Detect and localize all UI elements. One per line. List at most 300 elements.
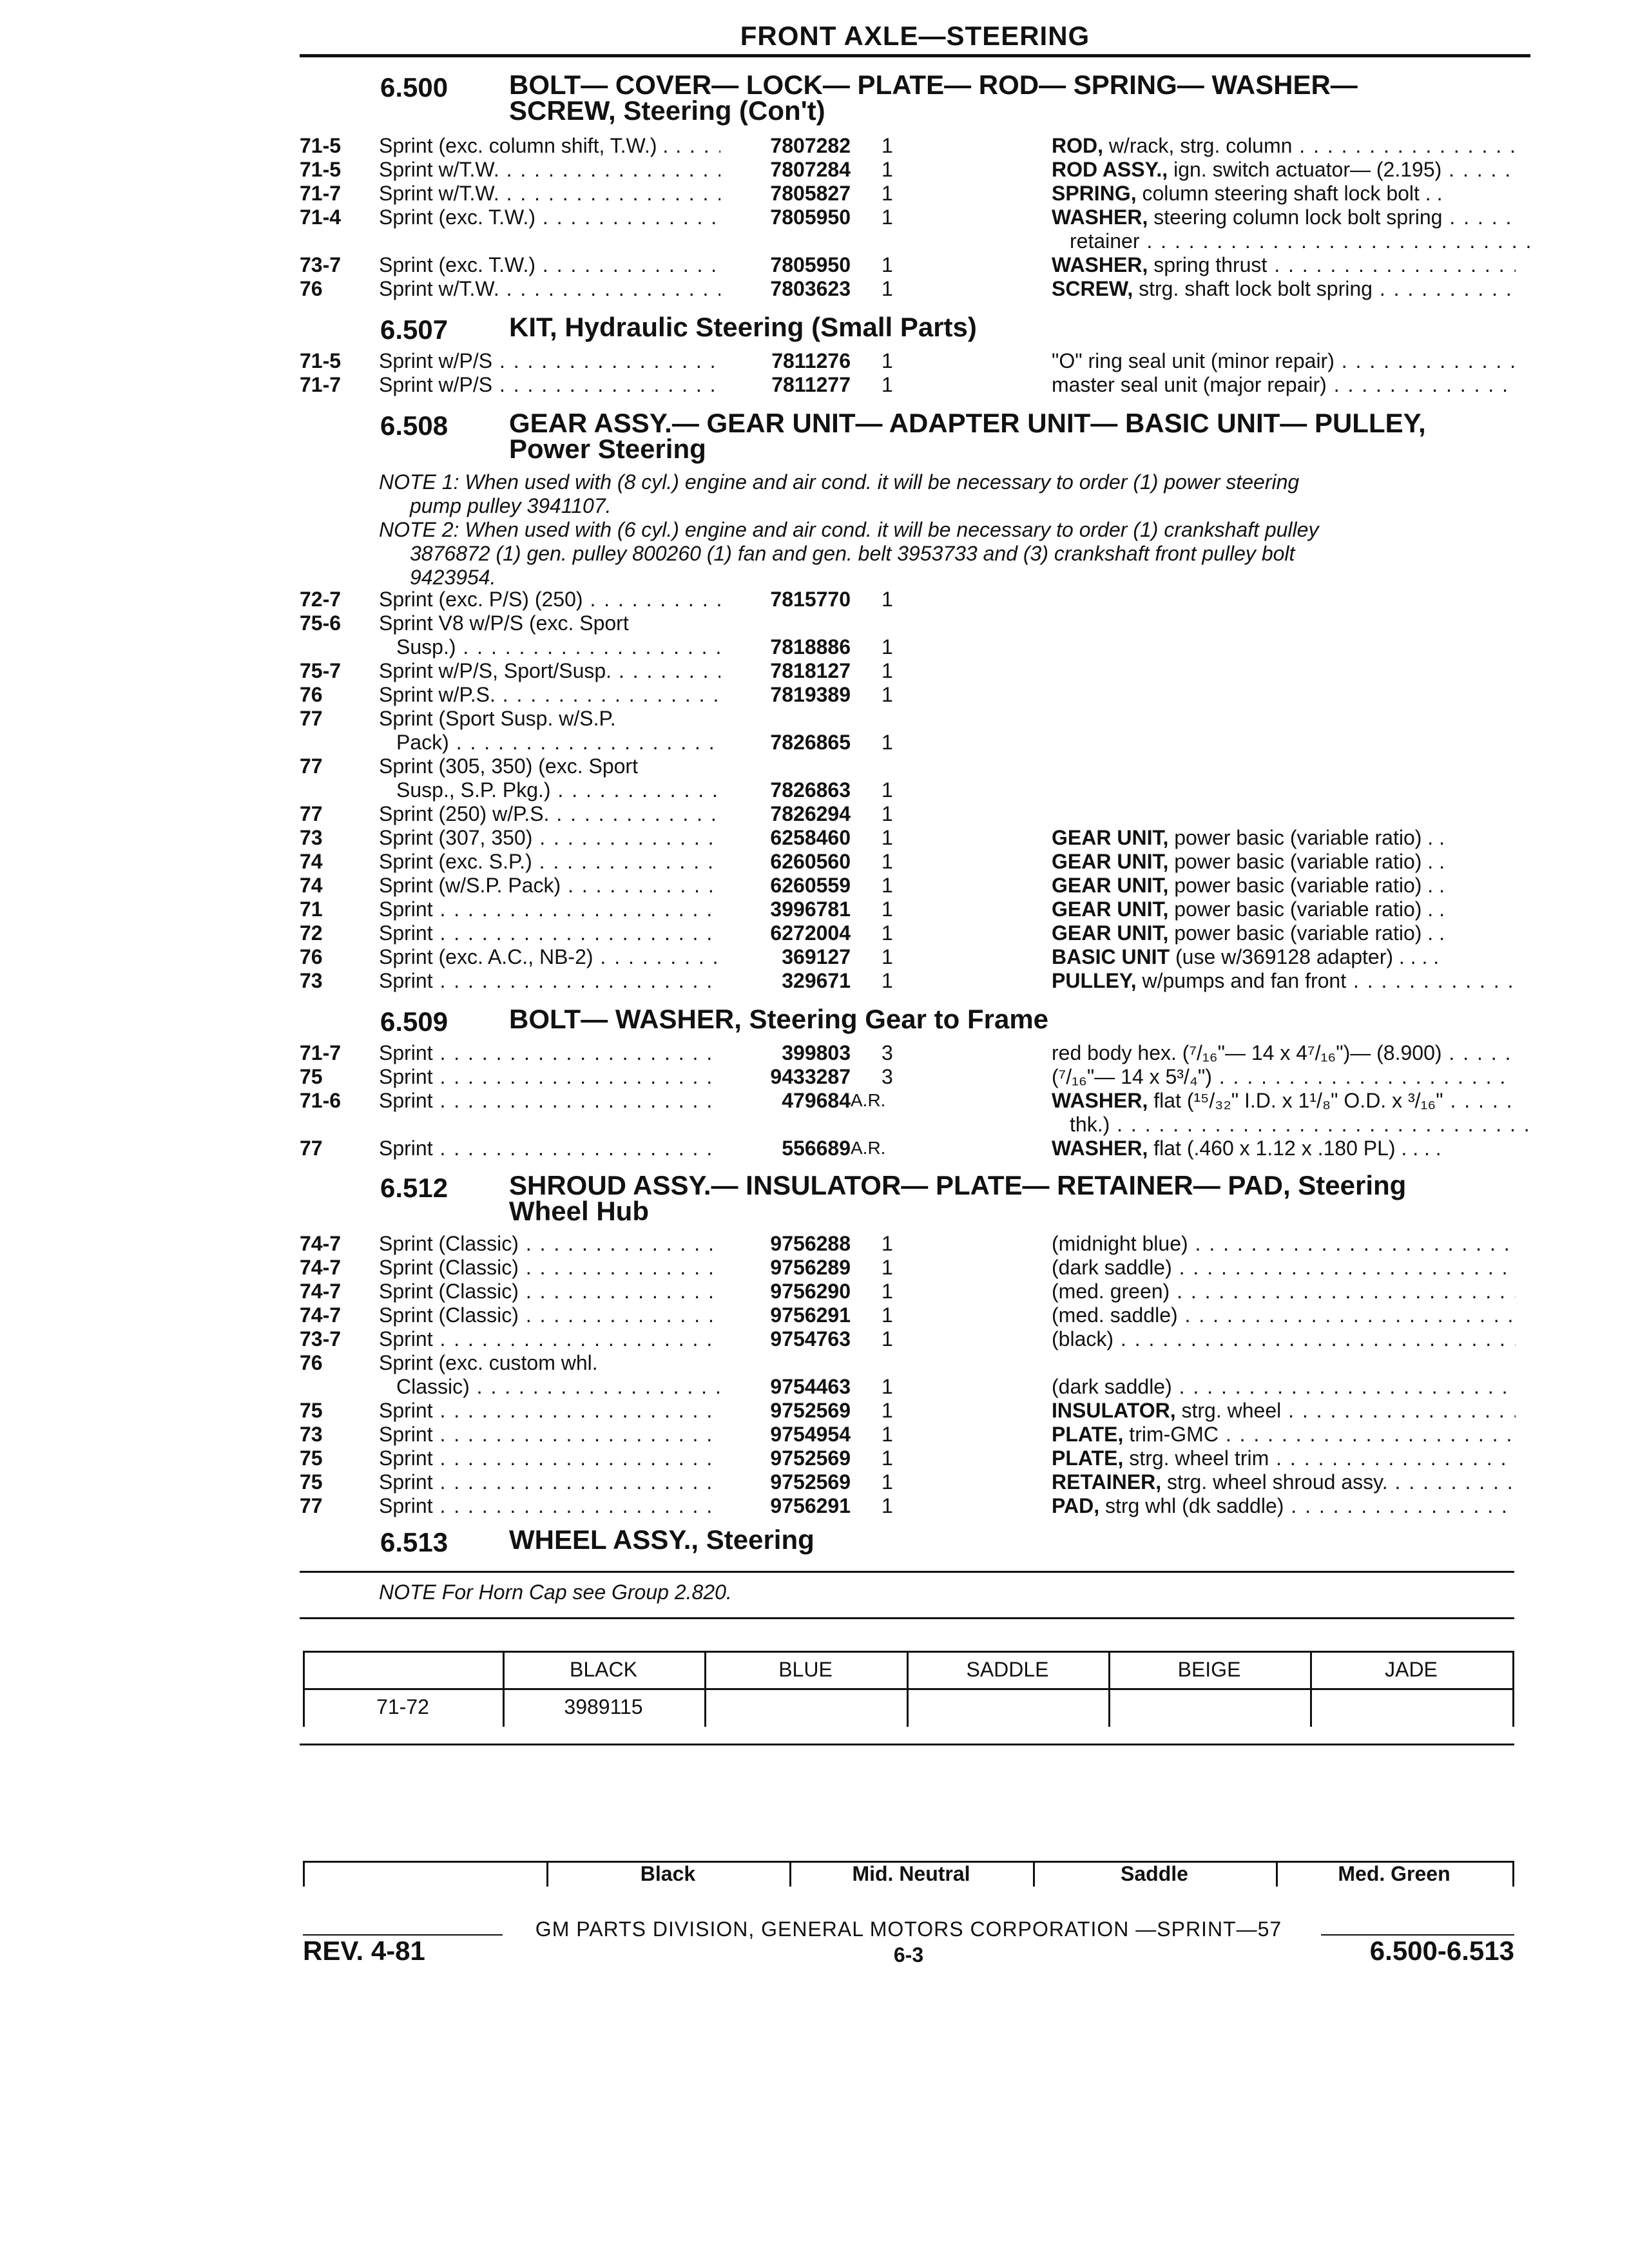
section-title-6507: KIT, Hydraulic Steering (Small Parts): [509, 312, 977, 342]
part-number: 6260559: [770, 874, 851, 897]
part-name: GEAR UNIT,: [1052, 850, 1169, 873]
table-row: [0, 1064, 1629, 1090]
part-description: [1052, 1231, 1516, 1256]
model-year: 73: [300, 969, 323, 992]
model-year: 74-7: [300, 1232, 342, 1255]
part-number: 7819389: [770, 683, 851, 706]
quantity: 1: [882, 134, 893, 157]
model-year: 71-7: [300, 1041, 342, 1064]
model-year: 71: [300, 898, 323, 921]
part-detail: (⁷/₁₆"— 14 x 5³/₄"): [1052, 1065, 1212, 1088]
quantity: 1: [882, 1375, 893, 1398]
part-number: 9752569: [770, 1470, 851, 1494]
model-description: Sprint (exc. P/S) (250) . . .: [379, 586, 720, 612]
table-header-cell: SADDLE: [966, 1658, 1049, 1681]
table-row: [0, 1374, 1629, 1399]
part-detail: power basic (variable ratio) . .: [1168, 826, 1445, 849]
table-row: [0, 1398, 1629, 1423]
table-row: [0, 586, 1629, 612]
model-year: 77: [300, 707, 323, 730]
quantity: 1: [882, 921, 893, 945]
part-name: INSULATOR,: [1052, 1399, 1176, 1422]
quantity: 1: [882, 731, 893, 754]
model-year: 76: [300, 1351, 323, 1374]
table-header-cell: Black: [640, 1862, 696, 1885]
part-detail: steering column lock bolt spring: [1148, 206, 1443, 229]
part-detail: red body hex. (⁷/₁₆"— 14 x 4⁷/₁₆")— (8.900): [1052, 1041, 1442, 1064]
model-year: 76: [300, 277, 323, 300]
model-year: 75: [300, 1065, 323, 1088]
part-number: 7826294: [770, 802, 851, 825]
part-description: [1052, 1421, 1516, 1447]
part-description: [1052, 896, 1516, 922]
table-header-cell: BEIGE: [1177, 1658, 1241, 1681]
part-detail: strg. shaft lock bolt spring: [1133, 277, 1373, 300]
quantity: 1: [882, 1303, 893, 1327]
quantity: A.R.: [851, 1090, 886, 1110]
model-year: 72-7: [300, 588, 342, 611]
quantity: 1: [882, 1256, 893, 1279]
table-row: [0, 348, 1629, 374]
part-detail: strg. wheel shroud assy.: [1161, 1470, 1388, 1494]
part-number: 556689: [782, 1137, 851, 1160]
model-year: 74: [300, 850, 323, 873]
table-row: [0, 1493, 1629, 1519]
section-number-6508: 6.508: [380, 410, 448, 441]
part-number: 9756288: [770, 1232, 851, 1255]
table-row: [0, 777, 1629, 803]
model-description: Sprint . . .: [379, 920, 720, 946]
model-description: Sprint . . .: [379, 1064, 720, 1090]
table-row: [0, 872, 1629, 898]
part-description: [1052, 348, 1516, 374]
model-description: Sprint (exc. A.C., NB-2) . . .: [379, 944, 720, 970]
quantity: 1: [882, 1446, 893, 1470]
part-detail: strg. wheel trim: [1123, 1446, 1269, 1470]
model-year: 71-5: [300, 158, 342, 181]
part-detail: master seal unit (major repair): [1052, 373, 1327, 396]
table-header-cell: BLUE: [778, 1658, 833, 1681]
quantity: 1: [882, 659, 893, 682]
part-description: [1052, 252, 1516, 278]
part-detail: w/pumps and fan front: [1136, 969, 1347, 992]
model-year: 77: [300, 802, 323, 825]
part-number: 7826863: [770, 778, 851, 802]
part-description: [1052, 204, 1516, 230]
table-row: [0, 133, 1629, 159]
model-description: Sprint (Classic) . . .: [379, 1302, 720, 1328]
section-number-6509: 6.509: [380, 1006, 448, 1037]
part-number: 329671: [782, 969, 851, 992]
table-row: [0, 825, 1629, 850]
model-description: Sprint . . .: [379, 1135, 720, 1161]
section-number-6513: 6.513: [380, 1527, 448, 1557]
part-name: ROD ASSY.,: [1052, 158, 1168, 181]
model-year: 76: [300, 945, 323, 968]
part-number: 9754463: [770, 1375, 851, 1398]
quantity: 1: [882, 850, 893, 873]
table-row: [0, 920, 1629, 946]
part-number: 9752569: [770, 1399, 851, 1422]
model-description: Sprint (305, 350) (exc. Sport: [379, 754, 638, 778]
model-description: Sprint . . .: [379, 1040, 720, 1066]
part-description: [1052, 1064, 1516, 1090]
model-year: 71-5: [300, 134, 342, 157]
part-number: 9756290: [770, 1280, 851, 1303]
quantity: 1: [882, 1232, 893, 1255]
model-description: Sprint (exc. S.P.) . . .: [379, 849, 720, 874]
part-description: [1052, 1469, 1516, 1495]
part-number: 7818127: [770, 659, 851, 682]
quantity: 1: [882, 802, 893, 825]
model-description: Classic) . . .: [396, 1374, 720, 1399]
part-detail: power basic (variable ratio) . .: [1168, 921, 1445, 945]
part-detail: ign. switch actuator— (2.195): [1168, 158, 1442, 181]
part-description: [1052, 944, 1516, 970]
quantity: 1: [882, 969, 893, 992]
model-year: 77: [300, 1137, 323, 1160]
part-name: WASHER,: [1052, 1089, 1148, 1112]
part-description: [1052, 1135, 1516, 1161]
model-year: 71-7: [300, 373, 342, 396]
table-row: [0, 801, 1629, 827]
part-name: GEAR UNIT,: [1052, 826, 1169, 849]
publisher-line: GM PARTS DIVISION, GENERAL MOTORS CORPORATION —SPRINT—57: [535, 1917, 1282, 1941]
model-year: 73: [300, 1423, 323, 1446]
part-name: GEAR UNIT,: [1052, 898, 1169, 921]
table-row: [0, 849, 1629, 874]
quantity: 1: [882, 945, 893, 968]
revision-date: REV. 4-81: [303, 1936, 425, 1966]
part-detail: (dark saddle): [1052, 1375, 1172, 1398]
part-description-continued: thk.) . . .: [1070, 1111, 1534, 1137]
model-year: 75: [300, 1399, 323, 1422]
part-description: [1052, 825, 1516, 850]
quantity: 1: [882, 182, 893, 205]
part-description: [1052, 1088, 1516, 1113]
part-detail: trim-GMC: [1123, 1423, 1219, 1446]
table-header-cell: BLACK: [570, 1658, 637, 1681]
table-row: [0, 1278, 1629, 1304]
part-number: 9433287: [770, 1065, 851, 1088]
table-header-cell: Mid. Neutral: [852, 1862, 970, 1885]
part-name: SCREW,: [1052, 277, 1133, 300]
table-row: [0, 896, 1629, 922]
table-cell: 71-72: [376, 1695, 429, 1718]
note-1: NOTE 1: When used with (8 cyl.) engine and air cond. it will be necessary to order (1) power steering pump pulley 3941107. NOTE 2: When used with (6 cyl.) engine and air cond. it will be necessary to order (1) crankshaft pulley 3876872 (1) gen. pulley 800260 (1) fan and gen. belt 3953733 and (3) crankshaft front pulley bolt 9423954.: [379, 470, 1319, 589]
model-description: Sprint . . .: [379, 1398, 720, 1423]
table-row: [0, 1231, 1629, 1256]
model-description: Sprint w/P/S . . .: [379, 348, 720, 374]
model-year: 74-7: [300, 1256, 342, 1279]
model-year: 71-5: [300, 349, 342, 372]
part-description: [1052, 1445, 1516, 1471]
part-number: 7807284: [770, 158, 851, 181]
model-year: 74: [300, 874, 323, 897]
divider-rule: [300, 1617, 1514, 1619]
model-description: Sprint (exc. custom whl.: [379, 1351, 598, 1374]
part-detail: (black): [1052, 1327, 1114, 1350]
part-detail: strg whl (dk saddle): [1099, 1494, 1284, 1517]
part-description: [1052, 1326, 1516, 1352]
part-detail: (use w/369128 adapter) . . . .: [1170, 945, 1440, 968]
model-description: Susp., S.P. Pkg.) . . .: [396, 777, 720, 803]
model-description: Sprint (250) w/P.S. . . .: [379, 801, 720, 827]
part-number: 9756291: [770, 1494, 851, 1517]
table-row: [0, 610, 1629, 636]
part-detail: power basic (variable ratio) . .: [1168, 850, 1445, 873]
table-row: [0, 658, 1629, 684]
part-detail: (med. green): [1052, 1280, 1170, 1303]
model-description: Sprint (307, 350) . . .: [379, 825, 720, 850]
page-title: FRONT AXLE—STEERING: [740, 21, 1090, 51]
model-description: Sprint (exc. T.W.) . . .: [379, 204, 720, 230]
quantity: 1: [882, 158, 893, 181]
section-number-6500: 6.500: [380, 72, 448, 102]
part-number: 7805827: [770, 182, 851, 205]
part-number: 369127: [782, 945, 851, 968]
model-description: Sprint (Classic) . . .: [379, 1278, 720, 1304]
quantity: 3: [882, 1041, 893, 1064]
table-row: [0, 157, 1629, 182]
table-row: [0, 753, 1629, 779]
part-number: 7807282: [770, 134, 851, 157]
part-number: 399803: [782, 1041, 851, 1064]
table-header-cell: Saddle: [1121, 1862, 1188, 1885]
part-description: [1052, 872, 1516, 898]
part-detail: column steering shaft lock bolt . .: [1136, 182, 1443, 205]
quantity: 1: [882, 874, 893, 897]
model-description: Sprint . . .: [379, 968, 720, 994]
part-description: [1052, 372, 1516, 398]
table-border: [1512, 1861, 1514, 1887]
part-number: 7811276: [771, 349, 851, 372]
quantity: 1: [882, 1494, 893, 1517]
table-row: [0, 228, 1629, 254]
section-title-6508: GEAR ASSY.— GEAR UNIT— ADAPTER UNIT— BASIC UNIT— PULLEY, Power Steering: [509, 408, 1426, 464]
section-title-6500: BOLT— COVER— LOCK— PLATE— ROD— SPRING— WASHER— SCREW, Steering (Con't): [509, 70, 1358, 126]
part-name: WASHER,: [1052, 206, 1148, 229]
table-row: [0, 1111, 1629, 1137]
part-detail: "O" ring seal unit (minor repair): [1052, 349, 1335, 372]
part-number: 7811277: [771, 373, 851, 396]
part-description-continued: retainer . . .: [1070, 228, 1534, 254]
model-description: Sprint (Classic) . . .: [379, 1254, 720, 1280]
model-description: Sprint w/P/S, Sport/Susp. . . .: [379, 658, 720, 684]
quantity: 1: [882, 277, 893, 300]
part-description: [1052, 276, 1516, 302]
part-description: [1052, 968, 1516, 994]
part-name: ROD,: [1052, 134, 1103, 157]
quantity: 1: [882, 1399, 893, 1422]
part-number: 9752569: [770, 1446, 851, 1470]
table-border: [303, 1861, 305, 1887]
table-cell: 3989115: [564, 1695, 643, 1718]
part-description: [1052, 157, 1516, 182]
table-row: [0, 1254, 1629, 1280]
model-year: 74-7: [300, 1280, 342, 1303]
quantity: 1: [882, 349, 893, 372]
part-number: 9756289: [770, 1256, 851, 1279]
part-number: 6272004: [770, 921, 851, 945]
section-number-6512: 6.512: [380, 1173, 448, 1203]
header-rule: [300, 54, 1530, 57]
model-description: Susp.) . . .: [396, 634, 720, 660]
part-detail: spring thrust: [1148, 253, 1268, 276]
part-detail: flat (¹⁵/₃₂" I.D. x 1¹/₈" O.D. x ³/₁₆": [1148, 1089, 1443, 1112]
quantity: 1: [882, 1327, 893, 1350]
table-row: [0, 180, 1629, 206]
table-row: [0, 968, 1629, 994]
section-number-6507: 6.507: [380, 314, 448, 345]
part-name: SPRING,: [1052, 182, 1137, 205]
part-number: 7805950: [770, 206, 851, 229]
model-year: 77: [300, 1494, 323, 1517]
quantity: 1: [882, 1423, 893, 1446]
quantity: 1: [882, 683, 893, 706]
quantity: 1: [882, 253, 893, 276]
part-detail: (midnight blue): [1052, 1232, 1188, 1255]
section-title-6512: SHROUD ASSY.— INSULATOR— PLATE— RETAINER— PAD, Steering Wheel Hub: [509, 1170, 1407, 1226]
model-description: Sprint (Classic) . . .: [379, 1231, 720, 1256]
part-detail: (dark saddle): [1052, 1256, 1172, 1279]
table-border: [1512, 1651, 1514, 1727]
model-description: Sprint . . .: [379, 1088, 720, 1113]
part-description: [1052, 1302, 1516, 1328]
table-row: [0, 1445, 1629, 1471]
part-detail: power basic (variable ratio) . .: [1168, 874, 1445, 897]
quantity: 1: [882, 826, 893, 849]
quantity: A.R.: [851, 1138, 886, 1158]
model-year: 72: [300, 921, 323, 945]
model-description: Sprint . . .: [379, 1493, 720, 1519]
trim-color-table: [303, 1861, 1514, 1889]
model-description: Sprint (exc. column shift, T.W.) . . . .: [379, 133, 720, 159]
part-detail: (med. saddle): [1052, 1303, 1178, 1327]
model-year: 75: [300, 1446, 323, 1470]
part-number: 7815770: [770, 588, 851, 611]
part-number: 479684: [782, 1089, 851, 1112]
model-description: Sprint w/P.S. . . .: [379, 682, 720, 707]
table-header-cell: Med. Green: [1338, 1862, 1451, 1885]
model-year: 75-6: [300, 611, 342, 635]
model-year: 73: [300, 826, 323, 849]
page-number: 6-3: [893, 1943, 924, 1966]
quantity: 1: [882, 635, 893, 658]
model-description: Sprint (Sport Susp. w/S.P.: [379, 707, 616, 730]
part-number: 9754763: [770, 1327, 851, 1350]
quantity: 1: [882, 898, 893, 921]
model-description: Sprint . . .: [379, 1421, 720, 1447]
table-row: [0, 372, 1629, 398]
part-number: 6258460: [770, 826, 851, 849]
table-row: [0, 634, 1629, 660]
part-number: 7818886: [770, 635, 851, 658]
model-description: Sprint w/T.W. . . .: [379, 276, 720, 302]
model-year: 74-7: [300, 1303, 342, 1327]
model-description: Sprint . . .: [379, 896, 720, 922]
model-year: 71-6: [300, 1089, 342, 1112]
part-description: [1052, 1398, 1516, 1423]
part-description: [1052, 1278, 1516, 1304]
table-row: [0, 1421, 1629, 1447]
table-row: [0, 1326, 1629, 1352]
model-year: 73-7: [300, 1327, 342, 1350]
table-row: [0, 682, 1629, 707]
quantity: 1: [882, 1280, 893, 1303]
part-detail: strg. wheel: [1175, 1399, 1282, 1422]
part-number: 7805950: [770, 253, 851, 276]
table-row: [0, 1088, 1629, 1113]
part-name: BASIC UNIT: [1052, 945, 1170, 968]
part-description: [1052, 1493, 1516, 1519]
divider-rule: [300, 1744, 1514, 1745]
table-row: [0, 204, 1629, 230]
model-description: Sprint . . .: [379, 1445, 720, 1471]
model-description: Sprint (w/S.P. Pack) . . .: [379, 872, 720, 898]
quantity: 1: [882, 778, 893, 802]
table-row: [0, 706, 1629, 731]
model-description: Sprint w/T.W. . . .: [379, 157, 720, 182]
table-row: [0, 276, 1629, 302]
model-year: 76: [300, 683, 323, 706]
table-row: [0, 944, 1629, 970]
part-name: PLATE,: [1052, 1446, 1124, 1470]
model-description: Pack) . . .: [396, 729, 720, 755]
part-name: GEAR UNIT,: [1052, 874, 1169, 897]
divider-rule: [300, 1571, 1514, 1573]
horn-cap-note: NOTE For Horn Cap see Group 2.820.: [379, 1581, 732, 1604]
part-number: 7826865: [770, 731, 851, 754]
model-description: Sprint (exc. T.W.) . . .: [379, 252, 720, 278]
model-description: Sprint V8 w/P/S (exc. Sport: [379, 611, 629, 635]
part-number: 9756291: [770, 1303, 851, 1327]
part-name: GEAR UNIT,: [1052, 921, 1169, 945]
section-title-6513: WHEEL ASSY., Steering: [509, 1524, 815, 1555]
model-year: 71-7: [300, 182, 342, 205]
model-description: Sprint w/T.W. . . .: [379, 180, 720, 206]
model-description: Sprint . . .: [379, 1469, 720, 1495]
table-row: [0, 1040, 1629, 1066]
quantity: 1: [882, 373, 893, 396]
model-year: 75-7: [300, 659, 342, 682]
part-description: [1052, 1040, 1516, 1066]
part-description: [1052, 920, 1516, 946]
part-number: 9754954: [770, 1423, 851, 1446]
part-number: 3996781: [770, 898, 851, 921]
model-year: 73-7: [300, 253, 342, 276]
table-row: [0, 1302, 1629, 1328]
part-number: 6260560: [770, 850, 851, 873]
table-row: [0, 1469, 1629, 1495]
section-range: 6.500-6.513: [1369, 1936, 1514, 1966]
part-description: [1052, 1374, 1516, 1399]
part-name: PAD,: [1052, 1494, 1100, 1517]
table-row: [0, 1350, 1629, 1376]
part-description: [1052, 849, 1516, 874]
table-row: [0, 1135, 1629, 1161]
quantity: 3: [882, 1065, 893, 1088]
part-name: WASHER,: [1052, 253, 1148, 276]
quantity: 1: [882, 588, 893, 611]
model-year: 71-4: [300, 206, 342, 229]
table-row: [0, 252, 1629, 278]
table-header-cell: JADE: [1385, 1658, 1438, 1681]
quantity: 1: [882, 1470, 893, 1494]
quantity: 1: [882, 206, 893, 229]
section-title-6509: BOLT— WASHER, Steering Gear to Frame: [509, 1004, 1049, 1034]
part-name: WASHER,: [1052, 1137, 1148, 1160]
